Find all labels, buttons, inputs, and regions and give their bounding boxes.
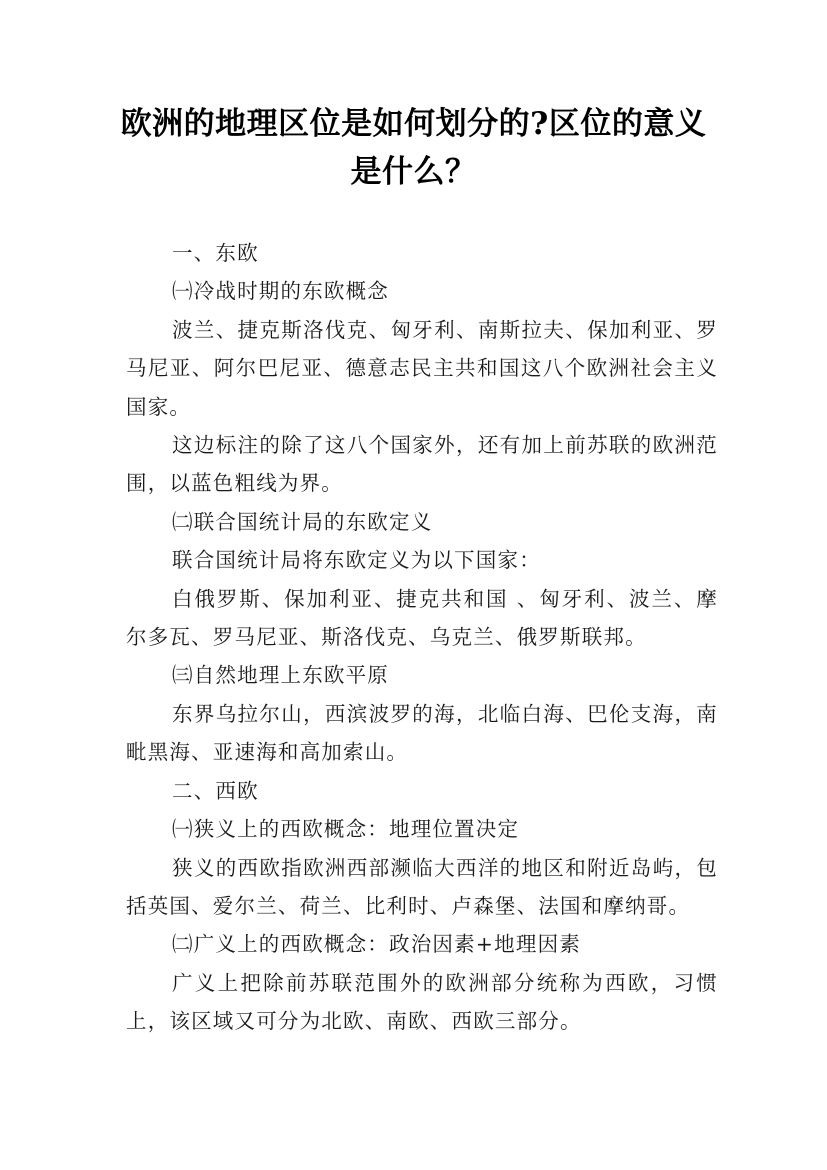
subheading-narrow-concept: ㈠狭义上的西欧概念：地理位置决定 <box>172 817 520 842</box>
subheading-broad-concept: ㈡广义上的西欧概念：政治因素+地理因素 <box>172 932 581 957</box>
subheading-un-definition: ㈡联合国统计局的东欧定义 <box>172 509 433 534</box>
paragraph-cold-war-countries: 波兰、捷克斯洛伐克、匈牙利、南斯拉夫、保加利亚、罗马尼亚、阿尔巴尼亚、德意志民主共和国这八个欧洲社会主义国家。 <box>126 317 718 419</box>
document-title: 欧洲的地理区位是如何划分的?区位的意义是什么？ <box>120 106 707 190</box>
paragraph-un-countries: 白俄罗斯、保加利亚、捷克共和国 、匈牙利、波兰、摩尔多瓦、罗马尼亚、斯洛伐克、乌克兰、俄罗斯联邦。 <box>126 586 718 650</box>
paragraph-narrow-countries: 狭义的西欧指欧洲西部濒临大西洋的地区和附近岛屿，包括英国、爱尔兰、荷兰、比利时、卢森堡、法国和摩纳哥。 <box>126 855 718 918</box>
paragraph-soviet-range-note: 这边标注的除了这八个国家外，还有加上前苏联的欧洲范围，以蓝色粗线为界。 <box>126 433 718 496</box>
heading-east-europe: 一、东欧 <box>172 241 259 265</box>
heading-west-europe: 二、西欧 <box>172 778 259 803</box>
subheading-cold-war-concept: ㈠冷战时期的东欧概念 <box>172 279 389 304</box>
subheading-east-european-plain: ㈢自然地理上东欧平原 <box>172 663 389 688</box>
paragraph-un-intro: 联合国统计局将东欧定义为以下国家： <box>172 548 541 573</box>
document-body <box>126 234 718 1041</box>
paragraph-plain-boundaries: 东界乌拉尔山，西滨波罗的海，北临白海、巴伦支海，南毗黑海、亚速海和高加索山。 <box>126 701 718 765</box>
paragraph-broad-definition: 广义上把除前苏联范围外的欧洲部分统称为西欧，习惯上，该区域又可分为北欧、南欧、西欧三部分。 <box>126 970 718 1034</box>
